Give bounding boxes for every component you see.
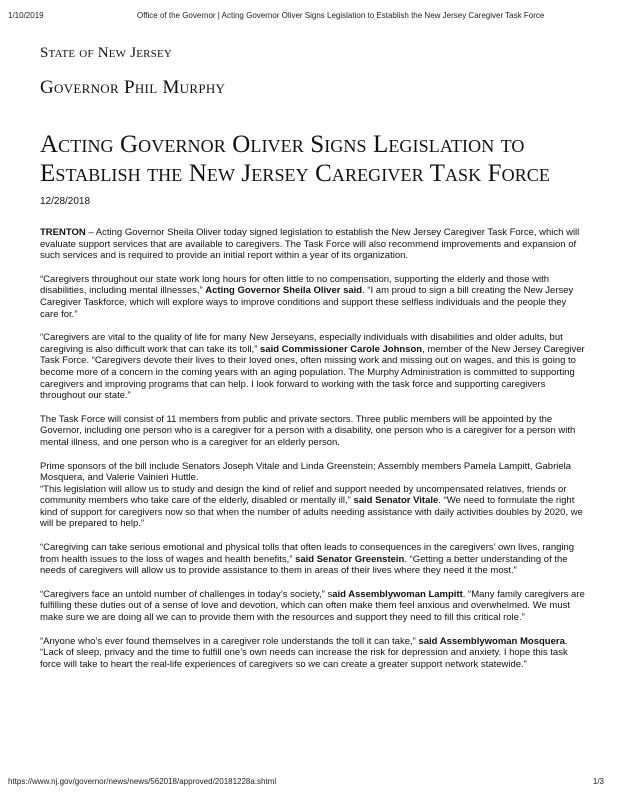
paragraph-text: “This legislation will allow us to study and design the kind of relief and support needed by uncompensated relatives, friends or community members who take care of the elderly, disabled or mentally ill,”	[40, 483, 567, 507]
paragraph-text: . “We need to formulate the right kind of support for caregivers now so that when the number of adults needing assistance with daily activities doubles by 2020, we will be prepared to help.”	[40, 495, 583, 530]
headline-line-2: Establish the New Jersey Caregiver Task Force	[40, 160, 551, 187]
paragraph-6	[40, 484, 585, 530]
paragraph-5: Prime sponsors of the bill include Senators Joseph Vitale and Linda Greenstein; Assembly members Pamela Lampitt, Gabriela Mosquera, and Valerie Vainieri Huttle.	[40, 460, 572, 484]
paragraph-text: . “Getting a better understanding of the needs of caregivers will allow us to provide assistance to them in areas of their lives where they need it the most.”	[40, 553, 568, 577]
paragraph-3	[40, 332, 585, 402]
speaker-attribution: said Commissioner Carole Johnson	[260, 343, 423, 355]
headline-line-1: Acting Governor Oliver Signs Legislation to	[40, 131, 525, 158]
paragraph-text: . “Lack of sleep, privacy and the time to fulfill one’s own needs can increase the risk for depression and anxiety. I hope this task force will take to heart the real-life experiences of caregivers so we can create a greater support network statewide.”	[40, 635, 568, 670]
paragraph-text: “Anyone who’s ever found themselves in a caregiver role understands the toll it can take,”	[40, 635, 419, 647]
paragraph-text: “Caregiving can take serious emotional and physical tolls that often leads to consequences in the caregivers’ own lives, ranging from health issues to the loss of wages and health benefits,”	[40, 542, 575, 565]
speaker-attribution: aid Assemblywoman Lampitt	[332, 588, 463, 600]
page-number: 1/3	[592, 777, 604, 786]
paragraph-text: , member of the New Jersey Caregiver Task Force. “Caregivers devote their lives to their loved ones, often missing work and missing out on wages, and this is going to become more of a concern in the coming years with an aging population. The Murphy Administration is committed to supporting caregivers and improving programs that can help. I look forward to working with the task force and supporting caregivers throughout our state.”	[40, 343, 585, 402]
dateline: TRENTON	[40, 227, 86, 238]
paragraph-text: “Caregivers are vital to the quality of life for many New Jerseyans, especially individuals with disabilities and older adults, but caregiving is also difficult work that can take its toll,”	[40, 332, 563, 355]
state-name-link[interactable]: State of New Jersey	[40, 45, 173, 61]
publication-date: 12/28/2018	[40, 196, 91, 207]
paragraph-8	[40, 589, 585, 624]
governor-name-link[interactable]: Governor Phil Murphy	[40, 77, 226, 98]
print-date: 1/10/2019	[8, 11, 44, 20]
speaker-attribution: said Senator Vitale	[353, 495, 439, 507]
speaker-attribution: Acting Governor Sheila Oliver said	[205, 285, 363, 297]
paragraph-7	[40, 542, 585, 577]
page-url: https://www.nj.gov/governor/news/news/562018/approved/20181228a.shtml	[8, 777, 277, 786]
article-body	[40, 227, 585, 682]
print-page-title: Office of the Governor | Acting Governor Oliver Signs Legislation to Establish the New Jersey Caregiver Task Force	[137, 11, 545, 20]
paragraph-text: – Acting Governor Sheila Oliver today signed legislation to establish the New Jersey Caregiver Task Force, which will evaluate support services that are available to caregivers. The Task Force will also recommend improvements and expansion of such services and is required to provide an initial report within a year of its organization.	[40, 227, 580, 262]
speaker-attribution: said Assemblywoman Mosquera	[418, 635, 565, 647]
article-headline	[40, 130, 600, 188]
paragraph-text: “Caregivers throughout our state work long hours for often little to no compensation, supporting the elderly and those with disabilities, including mental illnesses,”	[40, 273, 550, 297]
paragraph-2	[40, 274, 585, 320]
speaker-attribution: said Senator Greenstein	[295, 553, 405, 565]
paragraph-text: . “I am proud to sign a bill creating the New Jersey Caregiver Taskforce, which will explore ways to improve conditions and support these selfless individuals and the people they care for.”	[40, 285, 574, 320]
paragraph-text: . “Many family caregivers are fulfilling these duties out of a sense of love and devotion, which can often make them feel anxious and overwhelmed. We must make sure we are doing all we can to provide them with the resources and support they need to fill this critical role.”	[40, 588, 585, 624]
paragraph-1	[40, 227, 585, 262]
paragraph-9	[40, 636, 585, 671]
paragraph-text: “Caregivers face an untold number of challenges in today’s society,” s	[40, 588, 333, 600]
paragraph-4: The Task Force will consist of 11 members from public and private sectors. Three public members will be appointed by the Governor, including one person who is a caregiver for a person with a disability, one person who is a caregiver for a person with mental illness, and one person who is a caregiver for an elderly person.	[40, 413, 576, 448]
